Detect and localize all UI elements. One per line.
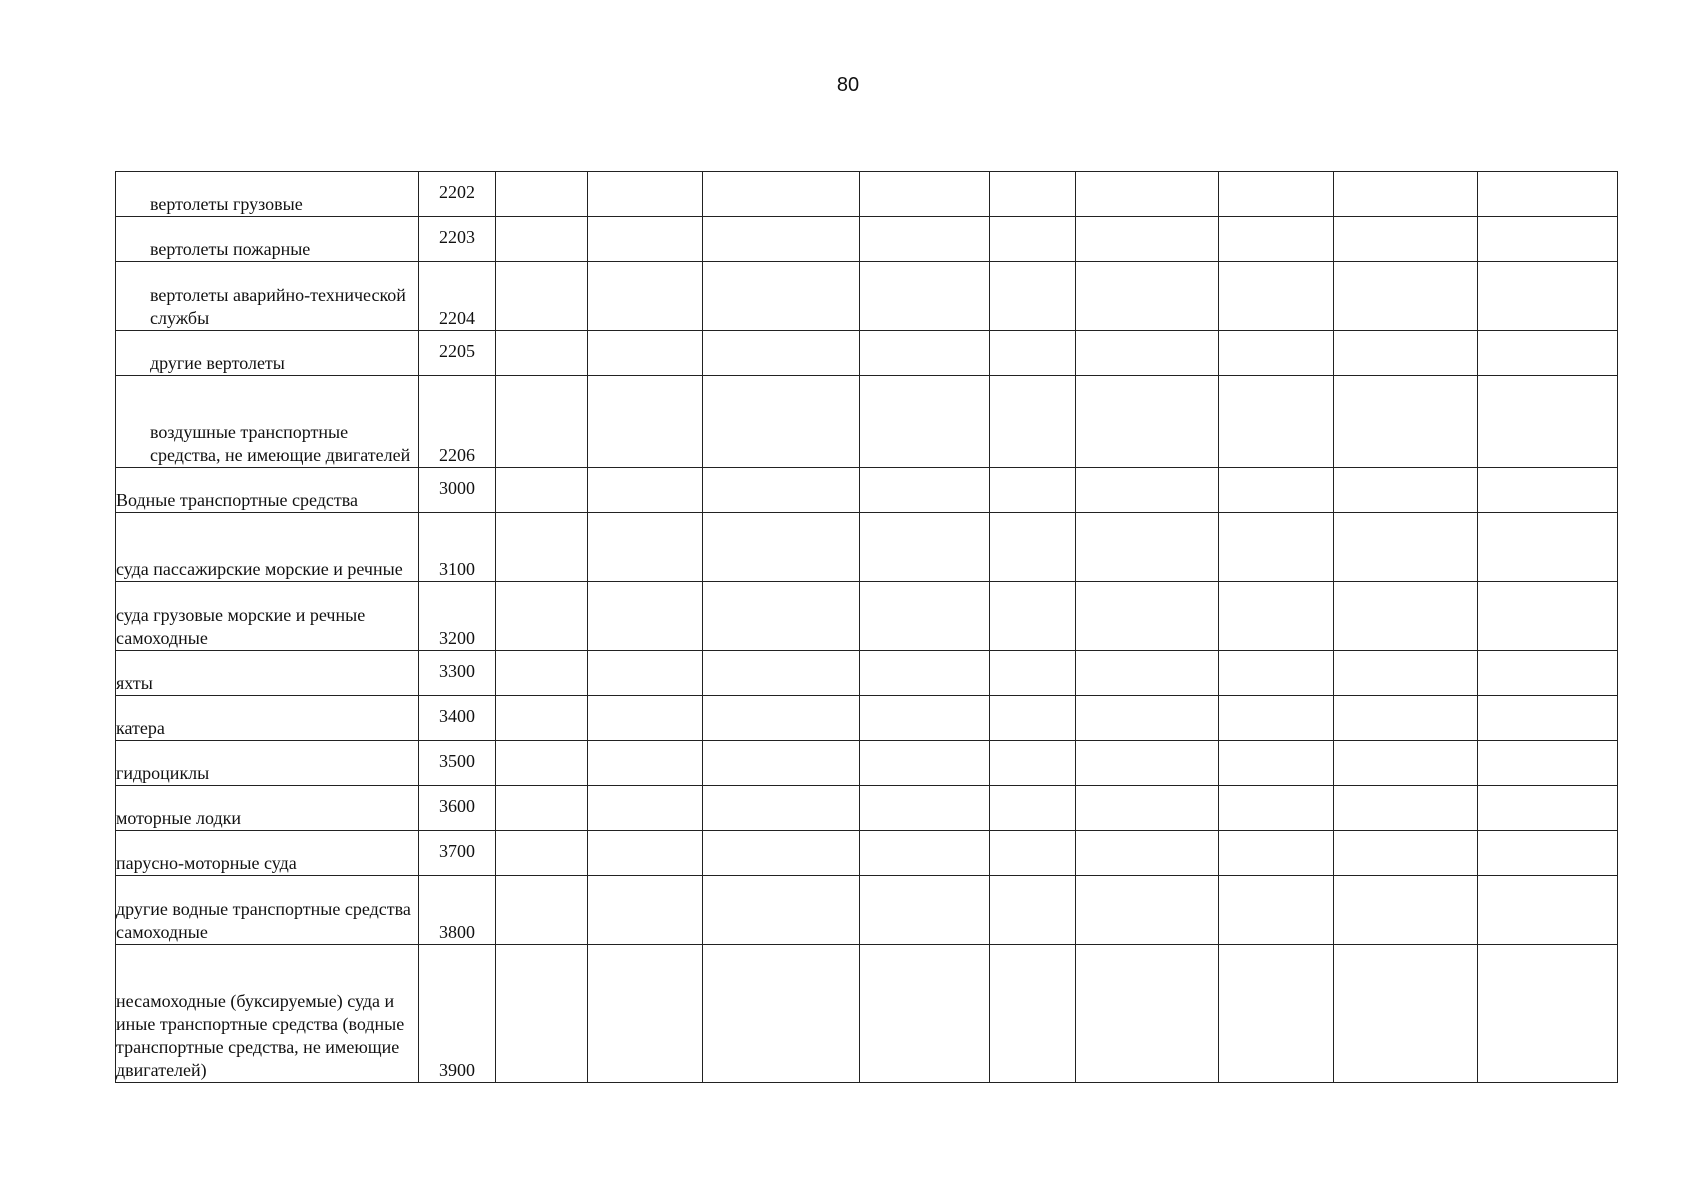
empty-value-cell [990,831,1076,876]
table-row [116,876,1618,945]
empty-value-cell [990,468,1076,513]
empty-value-cell [703,262,860,331]
empty-value-cell [1076,945,1219,1083]
empty-value-cell [1478,513,1618,582]
empty-value-cell [1478,696,1618,741]
empty-value-cell [1076,468,1219,513]
empty-value-cell [1478,217,1618,262]
vehicle-form-table [115,171,1618,1083]
empty-value-cell [860,172,990,217]
empty-value-cell [496,786,588,831]
empty-value-cell [990,876,1076,945]
empty-value-cell [1076,172,1219,217]
empty-value-cell [588,217,703,262]
empty-value-cell [1076,876,1219,945]
row-name-cell: катера [116,696,419,741]
table-row [116,172,1618,217]
empty-value-cell [860,786,990,831]
empty-value-cell [860,376,990,468]
empty-value-cell [1076,513,1219,582]
empty-value-cell [703,468,860,513]
empty-value-cell [496,513,588,582]
empty-value-cell [1076,741,1219,786]
empty-value-cell [1219,582,1334,651]
empty-value-cell [1334,876,1478,945]
row-code-cell: 3300 [419,651,496,696]
empty-value-cell [990,172,1076,217]
page-number: 80 [836,74,860,96]
empty-value-cell [860,468,990,513]
empty-value-cell [1334,376,1478,468]
empty-value-cell [990,651,1076,696]
empty-value-cell [860,831,990,876]
row-code-cell: 3000 [419,468,496,513]
row-code-cell: 3700 [419,831,496,876]
table-row [116,831,1618,876]
empty-value-cell [703,582,860,651]
empty-value-cell [588,376,703,468]
row-name-cell: суда грузовые морские и речные самоходные [116,582,419,651]
empty-value-cell [990,262,1076,331]
table-row [116,696,1618,741]
empty-value-cell [1334,513,1478,582]
empty-value-cell [703,786,860,831]
empty-value-cell [588,786,703,831]
table-row [116,651,1618,696]
row-name-cell: другие вертолеты [116,331,419,376]
row-name-cell: другие водные транспортные средства самоходные [116,876,419,945]
row-name-cell: вертолеты грузовые [116,172,419,217]
empty-value-cell [990,217,1076,262]
empty-value-cell [1219,217,1334,262]
row-name-cell: вертолеты аварийно-технической службы [116,262,419,331]
empty-value-cell [990,331,1076,376]
empty-value-cell [1076,696,1219,741]
row-code-cell: 2204 [419,262,496,331]
empty-value-cell [1334,741,1478,786]
empty-value-cell [1219,376,1334,468]
empty-value-cell [860,262,990,331]
empty-value-cell [703,217,860,262]
empty-value-cell [1478,741,1618,786]
empty-value-cell [703,696,860,741]
empty-value-cell [1219,786,1334,831]
empty-value-cell [588,172,703,217]
empty-value-cell [860,876,990,945]
row-code-cell: 3800 [419,876,496,945]
empty-value-cell [703,651,860,696]
empty-value-cell [588,513,703,582]
empty-value-cell [1334,331,1478,376]
row-name-cell: моторные лодки [116,786,419,831]
empty-value-cell [1219,651,1334,696]
empty-value-cell [1478,582,1618,651]
empty-value-cell [588,468,703,513]
empty-value-cell [1478,876,1618,945]
empty-value-cell [703,331,860,376]
empty-value-cell [860,651,990,696]
row-name-cell: гидроциклы [116,741,419,786]
table-row [116,331,1618,376]
row-code-cell: 3500 [419,741,496,786]
empty-value-cell [1334,786,1478,831]
empty-value-cell [1334,582,1478,651]
row-code-cell: 2205 [419,331,496,376]
empty-value-cell [1219,262,1334,331]
row-name-cell: суда пассажирские морские и речные [116,513,419,582]
empty-value-cell [1219,468,1334,513]
table-row [116,582,1618,651]
row-code-cell: 2203 [419,217,496,262]
empty-value-cell [990,945,1076,1083]
empty-value-cell [703,513,860,582]
empty-value-cell [1076,582,1219,651]
empty-value-cell [496,582,588,651]
empty-value-cell [496,696,588,741]
empty-value-cell [1334,172,1478,217]
empty-value-cell [1219,696,1334,741]
empty-value-cell [496,262,588,331]
empty-value-cell [496,876,588,945]
empty-value-cell [990,786,1076,831]
empty-value-cell [588,582,703,651]
empty-value-cell [496,172,588,217]
empty-value-cell [496,831,588,876]
empty-value-cell [588,262,703,331]
row-name-cell: воздушные транспортные средства, не имеющие двигателей [116,376,419,468]
empty-value-cell [1478,786,1618,831]
empty-value-cell [1334,651,1478,696]
empty-value-cell [1334,831,1478,876]
empty-value-cell [1219,831,1334,876]
empty-value-cell [990,376,1076,468]
row-code-cell: 3200 [419,582,496,651]
table-row [116,376,1618,468]
empty-value-cell [990,582,1076,651]
empty-value-cell [1478,651,1618,696]
empty-value-cell [1334,696,1478,741]
empty-value-cell [496,945,588,1083]
table-row [116,217,1618,262]
empty-value-cell [703,172,860,217]
row-code-cell: 3900 [419,945,496,1083]
table-row [116,513,1618,582]
empty-value-cell [496,468,588,513]
table-row [116,786,1618,831]
empty-value-cell [990,513,1076,582]
empty-value-cell [1076,262,1219,331]
empty-value-cell [703,376,860,468]
empty-value-cell [860,331,990,376]
empty-value-cell [1219,876,1334,945]
row-name-cell: парусно-моторные суда [116,831,419,876]
empty-value-cell [588,696,703,741]
empty-value-cell [1076,217,1219,262]
empty-value-cell [860,217,990,262]
empty-value-cell [990,741,1076,786]
empty-value-cell [496,217,588,262]
empty-value-cell [1478,945,1618,1083]
table-row [116,741,1618,786]
empty-value-cell [1219,172,1334,217]
empty-value-cell [860,696,990,741]
empty-value-cell [1076,651,1219,696]
empty-value-cell [1478,376,1618,468]
row-name-cell: несамоходные (буксируемые) суда и иные транспортные средства (водные транспортные средства, не имеющие двигателей) [116,945,419,1083]
empty-value-cell [1076,376,1219,468]
empty-value-cell [496,376,588,468]
empty-value-cell [703,741,860,786]
empty-value-cell [496,651,588,696]
empty-value-cell [860,582,990,651]
row-name-cell: вертолеты пожарные [116,217,419,262]
row-code-cell: 2202 [419,172,496,217]
empty-value-cell [703,945,860,1083]
empty-value-cell [588,741,703,786]
empty-value-cell [1334,262,1478,331]
empty-value-cell [1219,741,1334,786]
row-name-cell: Водные транспортные средства [116,468,419,513]
empty-value-cell [1076,831,1219,876]
table-row [116,262,1618,331]
row-code-cell: 2206 [419,376,496,468]
empty-value-cell [1478,831,1618,876]
empty-value-cell [496,331,588,376]
row-code-cell: 3600 [419,786,496,831]
empty-value-cell [1334,468,1478,513]
empty-value-cell [588,331,703,376]
row-code-cell: 3100 [419,513,496,582]
empty-value-cell [1478,331,1618,376]
empty-value-cell [1219,331,1334,376]
empty-value-cell [588,876,703,945]
empty-value-cell [1334,945,1478,1083]
empty-value-cell [588,831,703,876]
empty-value-cell [1478,172,1618,217]
empty-value-cell [703,831,860,876]
empty-value-cell [588,651,703,696]
empty-value-cell [703,876,860,945]
row-name-cell: яхты [116,651,419,696]
empty-value-cell [990,696,1076,741]
empty-value-cell [1478,262,1618,331]
empty-value-cell [1076,786,1219,831]
empty-value-cell [1334,217,1478,262]
empty-value-cell [496,741,588,786]
empty-value-cell [1076,331,1219,376]
table-row [116,468,1618,513]
empty-value-cell [1478,468,1618,513]
table-row [116,945,1618,1083]
empty-value-cell [860,741,990,786]
empty-value-cell [860,513,990,582]
table-body [116,172,1618,1083]
empty-value-cell [588,945,703,1083]
empty-value-cell [1219,513,1334,582]
empty-value-cell [1219,945,1334,1083]
row-code-cell: 3400 [419,696,496,741]
empty-value-cell [860,945,990,1083]
